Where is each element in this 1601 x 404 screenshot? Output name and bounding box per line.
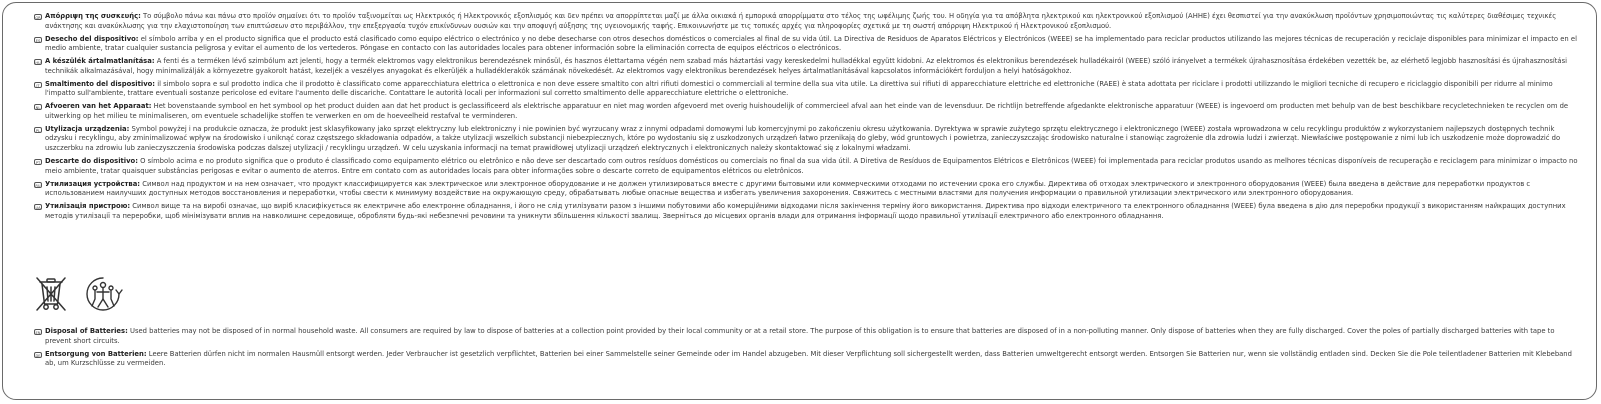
entry-title: Utylizacja urządzenia: — [45, 124, 130, 133]
entry-title: Entsorgung von Batterien: — [45, 349, 147, 358]
battery-disposal-section — [34, 327, 1582, 372]
entry-body: Leere Batterien dürfen nicht im normalen Hausmüll entsorgt werden. Jeder Verbraucher ist gesetzlich verpflichtet, Batterien bei einer Sammelstelle seiner Gemeinde oder im Handel abzugeben. Mit dieser Verpflichtung soll sichergestellt werden, dass Batterien umweltgerecht entsorgt werden. Entsorgen Sie Batterien nur, wenn sie vollständig entladen sind. Decken Sie die Pole teilentladener Batterien mit Klebeband ab, um Kurzschlüsse zu vermeiden. — [45, 349, 1572, 368]
entry-body: Het bovenstaande symbool en het symbool op het product duiden aan dat het product is geclassificeerd als elektrische apparatuur en niet mag worden afgevoerd met overig huishoudelijk of commercieel afval aan het einde van de levensduur. De richtlijn betreffende afgedankte elektronische apparatuur (WEEE) is ingevoerd om producten met behulp van de best beschikbare recycletechnieken te recyclen om de uitwerking op het milieu te minimaliseren, om eventuele schadelijke stoffen te verwerken en om de hoeveelheid restafval te verminderen. — [45, 102, 1569, 120]
entry-body: A fenti és a terméken lévő szimbólum azt jelenti, hogy a termék elektromos vagy elektronikus berendezésnek minősül, és hasznos élettartama végén nem szabad más háztartási vagy kereskedelmi hulladékkal együtt kidobni. Az elektromos és elektronikus berendezések hulladékairól (WEEE) szóló irányelvet a termékek újrahasznosítása érdekében vezették be, az elérhető legjobb hasznosítási és újrahasznosítási technikák alkalmazásával, hogy minimalizálják a környezetre gyakorolt hatást, kezeljék a veszélyes anyagokat és elkerüljék a hulladéklerakók számának növekedését. Az elektromos vagy elektronikus berendezések helyes ártalmatlanításával kapcsolatos információkért forduljon a helyi hatóságokhoz. — [45, 57, 1568, 75]
entry-body: Used batteries may not be disposed of in normal household waste. All consumers are required by law to dispose of batteries at a collection point provided by their local community or at a retail store. The purpose of this obligation is to ensure that batteries are disposed of in a non-polluting manner. Only dispose of batteries when they are fully discharged. Cover the poles of partially discharged batteries with tape to prevent short circuits. — [45, 327, 1555, 345]
language-code-badge: DE — [35, 353, 41, 358]
entry-body: Символ вище та на виробі означає, що виріб класифікується як електричне або електронне обладнання, і його не слід утилізувати разом з іншими побутовими або комерційними відходами після закінчення терміну його використання. Директива про відходи електричного та електронного обладнання (WEEE) була введена в дію для переробки продукції з використанням найкращих доступних методів утилізації та переробки, щоб мінімізувати вплив на навколишнє середовище, обробляти будь-які небезпечні речовини та уникнути збільшення кількості звалищ. Зверніться до місцевих органів влади для отримання інформації щодо правильної утилізації електричного або електронного обладнання. — [45, 202, 1566, 220]
entry-body: O símbolo acima e no produto significa que o produto é classificado como equipamento elétrico ou eletrônico e não deve ser descartado com outros resíduos domésticos ou comerciais no final da sua vida útil. A Diretiva de Resíduos de Equipamentos Elétricos e Eletrônicos (WEEE) foi implementada para reciclar produtos usando as melhores técnicas disponíveis de recuperação e reciclagem para minimizar o impacto no meio ambiente, tratar quaisquer substâncias perigosas e evitar o aumento de aterros. Entre em contato com as autoridades locais para obter informações sobre o descarte correto de equipamentos elétricos ou eletrônicos. — [45, 157, 1578, 175]
battery-entry-en — [34, 327, 1582, 346]
language-code-badge: PT — [35, 161, 41, 166]
battery-entry-de — [34, 350, 1582, 369]
weee-disposal-section — [34, 12, 1582, 225]
entry-body: el símbolo arriba y en el producto significa que el producto está clasificado como equipo eléctrico o electrónico y no debe desecharse con otros desechos domésticos o comerciales al final de su vida útil. La Directiva de Residuos de Aparatos Eléctricos y Electrónicos (WEEE) se ha implementado para reciclar productos utilizando las mejores técnicas de recuperación y reciclaje disponibles para minimizar el impacto en el medio ambiente, tratar cualquier sustancia peligrosa y evitar el aumento de los vertederos. Póngase en contacto con las autoridades locales para obtener información sobre la eliminación correcta de equipos eléctricos o electrónicos. — [45, 34, 1577, 53]
entry-title: Απόρριψη της συσκευής: — [45, 12, 141, 20]
entry-body: Το σύμβολο πάνω και πάνω στο προϊόν σημαίνει ότι το προϊόν ταξινομείται ως Ηλεκτρικός ή Ηλεκτρονικός εξοπλισμός και δεν πρέπει να απορρίπτεται μαζί με άλλα οικιακά ή εμπορικά απορρίμματα στο τέλος της ωφέλιμης ζωής του. Η οδηγία για τα απόβλητα ηλεκτρικού και ηλεκτρονικού εξοπλισμού (AHHE) έχει θεσπιστεί για την ανακύκλωση προϊόντων χρησιμοποιώντας τις καλύτερες διαθέσιμες τεχνικές ανάκτησης και ανακύκλωσης για την ελαχιστοποίηση των επιπτώσεων στο περιβάλλον, την επεξεργασία τυχόν επικίνδυνων ουσιών και την αποφυγή αύξησης της υγειονομικής ταφής. Επικοινωνήστε με τις τοπικές αρχές για πληροφορίες σχετικά με τη σωστή απόρριψη Ηλεκτρικού ή Ηλεκτρονικού εξοπλισμού. — [45, 12, 1557, 30]
disposal-entry-ua — [34, 202, 1582, 221]
entry-title: Descarte do dispositivo: — [45, 157, 138, 166]
language-code-badge: GR — [35, 16, 41, 20]
entry-title: A készülék ártalmatlanítása: — [45, 57, 155, 66]
language-code-badge: EN — [35, 331, 41, 335]
disposal-entry-it — [34, 80, 1582, 99]
entry-title: Disposal of Batteries: — [45, 327, 128, 335]
disposal-entry-es — [34, 35, 1582, 54]
language-code-badge: ES — [35, 38, 41, 43]
disposal-entry-gr — [34, 12, 1582, 31]
entry-title: Smaltimento del dispositivo: — [45, 79, 156, 88]
disposal-symbols — [33, 275, 123, 313]
document-frame — [2, 2, 1597, 400]
language-code-badge: RU — [35, 183, 41, 188]
disposal-entry-pt — [34, 157, 1582, 176]
triman-recycling-icon — [83, 275, 123, 313]
entry-body: Symbol powyżej i na produkcie oznacza, że produkt jest sklasyfikowany jako sprzęt elektryczny lub elektroniczny i nie powinien być wyrzucany wraz z innymi odpadami domowymi lub komercyjnymi po zakończeniu okresu użytkowania. Dyrektywa w sprawie zużytego sprzętu elektrycznego i elektronicznego (WEEE) została wprowadzona w celu recyklingu produktów z wykorzystaniem najlepszych dostępnych technik odzysku i recyklingu, aby zminimalizować wpływ na środowisko i uniknąć coraz częstszego składowania odpadów, a także utylizacji wszelkich substancji niebezpiecznych, które po wydostaniu się z uszkodzonych urządzeń łatwo przenikają do gleby, wód gruntowych i powietrza, zanieczyszczając środowisko naturalne i stanowiąc zagrożenie dla zdrowia ludzi i zwierząt. Niewłaściwe postępowanie z nimi lub ich uszkodzenie może doprowadzić do uszczerbku na zdrowiu lub zanieczyszczenia środowiska podczas dalszej utylizacji / recyklingu urządzeń. W celu uzyskania informacji na temat prawidłowej utylizacji urządzeń elektrycznych i elektronicznych należy skontaktować się z lokalnymi władzami. — [45, 124, 1561, 153]
entry-body: il simbolo sopra e sul prodotto indica che il prodotto è classificato come apparecchiatura elettrica o elettronica e non deve essere smaltito con altri rifiuti domestici o commerciali al termine della sua vita utile. La direttiva sui rifiuti di apparecchiature elettriche ed elettroniche (RAEE) è stata adottata per riciclare i prodotti utilizzando le migliori tecniche di recupero e riciclaggio disponibili per ridurre al minimo l'impatto sull'ambiente, trattare eventuali sostanze pericolose ed evitare l'aumento delle discariche. Contattare le autorità locali per informazioni sul corretto smaltimento delle apparecchiature elettriche o elettroniche. — [45, 79, 1553, 98]
crossed-out-wheeled-bin-icon — [33, 275, 69, 313]
entry-title: Afvoeren van het Apparaat: — [45, 102, 152, 111]
language-code-badge: HU — [35, 61, 41, 66]
disposal-entry-ru — [34, 180, 1582, 199]
disposal-entry-pl — [34, 125, 1582, 154]
language-code-badge: UA — [35, 206, 41, 211]
entry-title: Утилизация устройства: — [45, 179, 141, 188]
disposal-entry-nl — [34, 102, 1582, 121]
disposal-entry-hu — [34, 57, 1582, 76]
language-code-badge: PL — [35, 128, 41, 133]
entry-title: Desecho del dispositivo: — [45, 34, 139, 43]
entry-title: Утилізація пристрою: — [45, 202, 131, 211]
entry-body: Символ над продуктом и на нем означает, что продукт классифицируется как электрическое или электронное оборудование и не должен утилизироваться вместе с другими бытовыми или коммерческими отходами по истечении срока его службы. Директива об отходах электрического и электронного оборудования (WEEE) была введена в действие для переработки продуктов с использованием наилучших доступных методов восстановления и переработки, чтобы свести к минимуму воздействие на окружающую среду, обрабатывать любые опасные вещества и избегать увеличения захоронения. Свяжитесь с местными властями для получения информации о правильной утилизации электрического или электронного оборудования. — [45, 179, 1531, 198]
language-code-badge: NL — [35, 106, 41, 111]
language-code-badge: IT — [34, 82, 42, 88]
